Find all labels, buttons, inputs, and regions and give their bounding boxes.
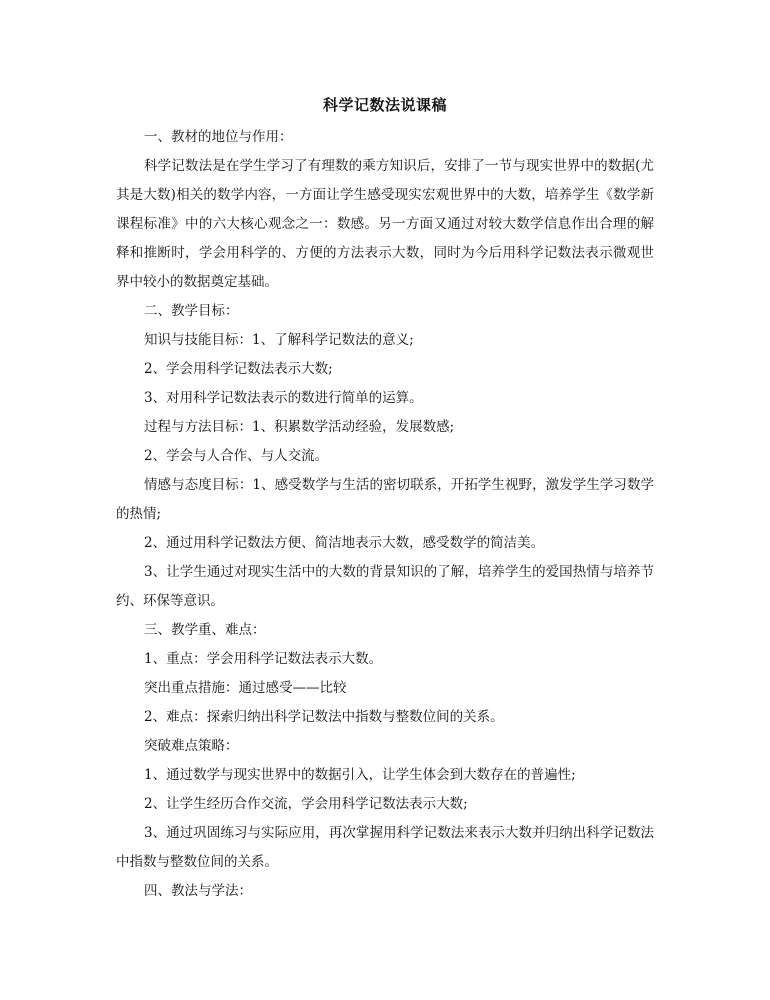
body-paragraph: 3、通过巩固练习与实际应用，再次掌握用科学记数法来表示大数并归纳出科学记数法中指数与整数位间的关系。 xyxy=(116,825,654,870)
section-heading-2: 二、教学目标： xyxy=(144,303,239,319)
body-paragraph: 2、学会用科学记数法表示大数; xyxy=(144,361,333,377)
body-paragraph: 2、学会与人合作、与人交流。 xyxy=(144,448,329,464)
body-paragraph: 3、让学生通过对现实生活中的大数的背景知识的了解，培养学生的爱国热情与培养节约、环保等意识。 xyxy=(116,564,654,609)
section-heading-4: 四、教法与学法： xyxy=(144,883,252,899)
section-heading-3: 三、教学重、难点： xyxy=(144,622,266,638)
document-title: 科学记数法说课稿 xyxy=(322,96,447,114)
body-paragraph: 3、对用科学记数法表示的数进行简单的运算。 xyxy=(144,390,423,406)
body-paragraph: 突出重点措施：通过感受——比较 xyxy=(144,680,347,696)
body-paragraph: 1、通过数学与现实世界中的数据引入，让学生体会到大数存在的普遍性; xyxy=(144,767,576,783)
body-paragraph: 过程与方法目标：1、积累数学活动经验，发展数感; xyxy=(144,419,455,435)
section-heading-1: 一、教材的地位与作用： xyxy=(144,129,293,145)
body-paragraph: 1、重点：学会用科学记数法表示大数。 xyxy=(144,651,383,667)
body-paragraph: 情感与态度目标：1、感受数学与生活的密切联系，开拓学生视野，激发学生学习数学的热情; xyxy=(116,477,654,522)
body-paragraph: 2、难点：探索归纳出科学记数法中指数与整数位间的关系。 xyxy=(144,709,504,725)
body-paragraph: 2、让学生经历合作交流，学会用科学记数法表示大数; xyxy=(144,796,468,812)
document-body xyxy=(116,123,654,906)
body-paragraph: 突破难点策略： xyxy=(144,738,239,754)
body-paragraph: 2、通过用科学记数法方便、简洁地表示大数，感受数学的简洁美。 xyxy=(144,535,545,551)
body-paragraph: 知识与技能目标：1、了解科学记数法的意义; xyxy=(144,332,414,348)
body-paragraph: 科学记数法是在学生学习了有理数的乘方知识后，安排了一节与现实世界中的数据(尤其是大数)相关的数学内容，一方面让学生感受现实宏观世界中的大数，培养学生《数学新课程标准》中的六大核心观念之一：数感。另一方面又通过对较大数学信息作出合理的解释和推断时，学会用科学的、方便的方法表示大数，同时为今后用科学记数法表示微观世界中较小的数据奠定基础。 xyxy=(116,158,654,290)
